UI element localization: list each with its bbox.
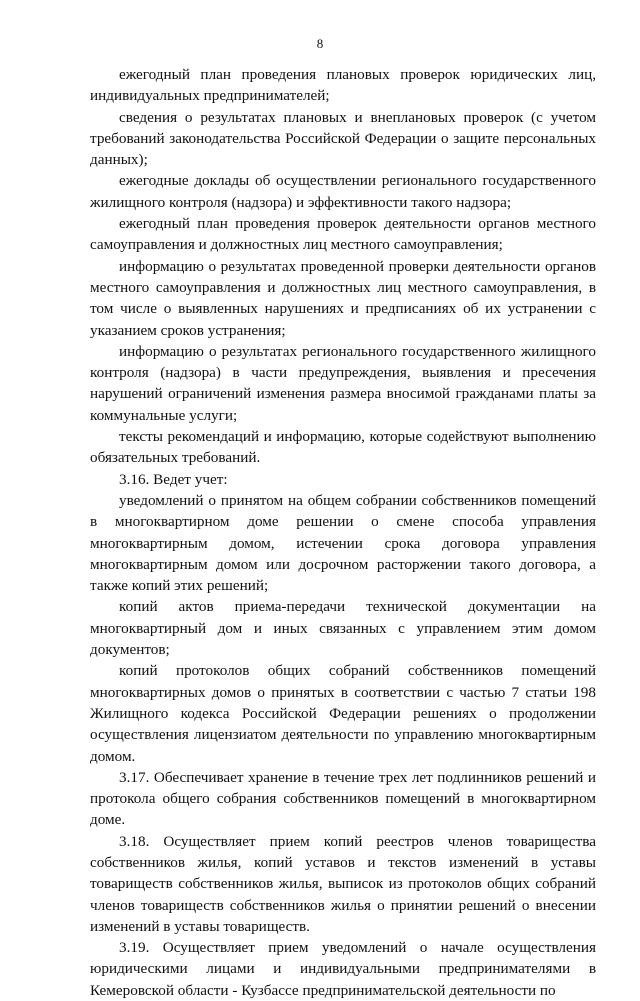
page-number: 8 — [316, 36, 324, 51]
paragraph: копий протоколов общих собраний собственников помещений многоквартирных домов о принятых в соответствии с частью 7 статьи 198 Жилищного кодекса Российской Федерации решениях о продолжении осуществления лицензиатом деятельности по управлению многоквартирным домом. — [90, 662, 596, 765]
paragraph: ежегодный план проведения проверок деятельности органов местного самоуправления и должностных лиц местного самоуправления; — [90, 215, 596, 254]
section-3-17: 3.17. Обеспечивает хранение в течение трех лет подлинников решений и протокола общего собрания собственников помещений в многоквартирном доме. — [90, 768, 596, 829]
document-body — [90, 64, 596, 1001]
paragraph: ежегодный план проведения плановых проверок юридических лиц, индивидуальных предпринимателей; — [90, 66, 596, 105]
paragraph: информацию о результатах регионального государственного жилищного контроля (надзора) в части предупреждения, выявления и пресечения нарушений ограничений изменения размера вносимой гражданами платы за коммунальные услуги; — [90, 342, 596, 424]
section-3-19: 3.19. Осуществляет прием уведомлений о начале осуществления юридическими лицами и индивидуальными предпринимателями в Кемеровской области - Кузбассе предпринимательской деятельности по — [90, 939, 596, 999]
paragraph: информацию о результатах проведенной проверки деятельности органов местного самоуправления и должностных лиц местного самоуправления, в том числе о выявленных нарушениях и предписаниях об их устранении с указанием сроков устранения; — [90, 257, 596, 339]
paragraph: копий актов приема-передачи технической документации на многоквартирный дом и иных связанных с управлением этим домом документов; — [90, 598, 596, 659]
paragraph: сведения о результатах плановых и внеплановых проверок (с учетом требований законодательства Российской Федерации о защите персональных данных); — [90, 108, 596, 169]
paragraph: тексты рекомендаций и информацию, которые содействуют выполнению обязательных требований. — [90, 428, 596, 467]
section-3-18: 3.18. Осуществляет прием копий реестров членов товарищества собственников жилья, копий уставов и текстов изменений в уставы товариществ собственников жилья, выписок из протоколов общих собраний членов товариществ собственников жилья о принятии решений о внесении изменений в уставы товариществ. — [90, 832, 596, 935]
section-heading-3-16: 3.16. Ведет учет: — [119, 470, 228, 488]
paragraph: ежегодные доклады об осуществлении регионального государственного жилищного контроля (надзора) и эффективности такого надзора; — [90, 172, 596, 211]
paragraph: уведомлений о принятом на общем собрании собственников помещений в многоквартирном доме решении о смене способа управления многоквартирным домом, истечении срока договора управления многоквартирным домом или досрочном расторжении такого договора, а также копий этих решений; — [90, 491, 596, 595]
